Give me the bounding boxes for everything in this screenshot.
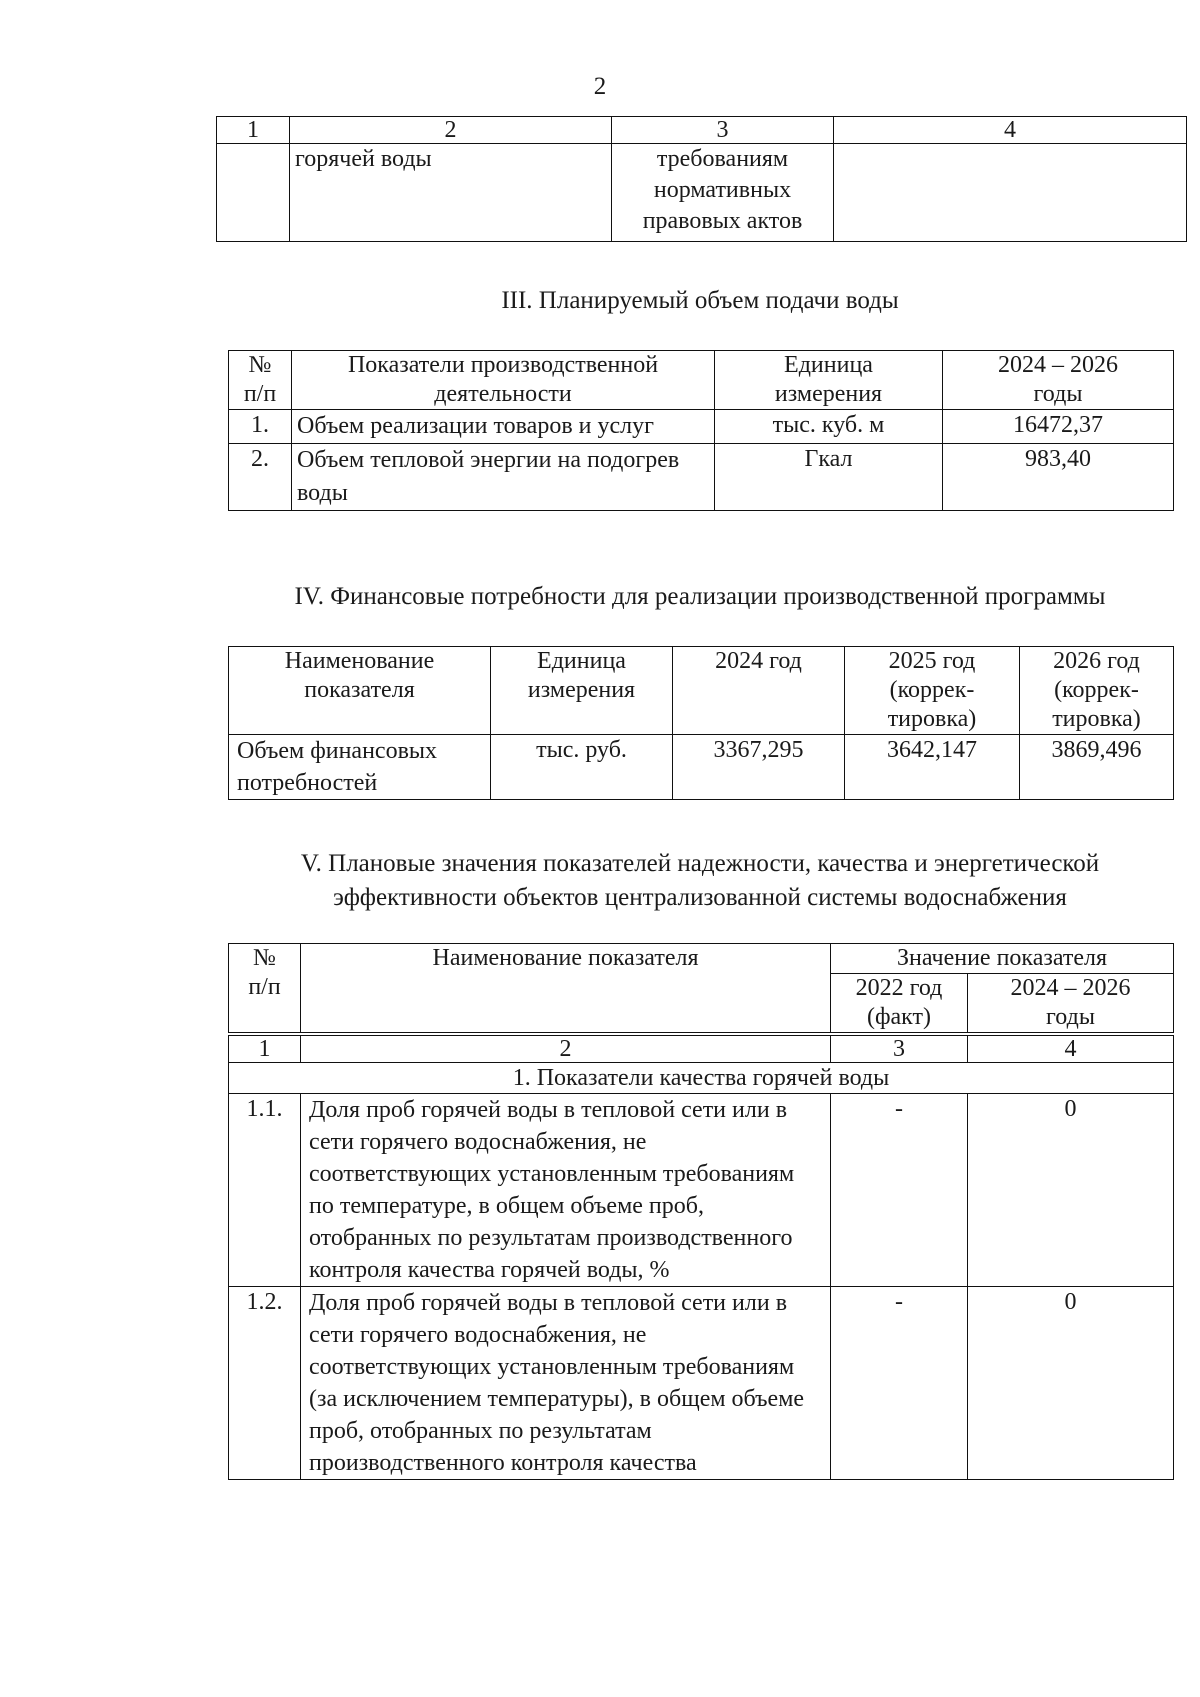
col-number: 3 bbox=[831, 1034, 968, 1063]
row-2022: - bbox=[831, 1287, 968, 1480]
row-value: 16472,37 bbox=[943, 410, 1174, 444]
table-row bbox=[229, 1094, 1174, 1287]
row-num: 1.1. bbox=[229, 1094, 301, 1287]
header-years: 2024 – 2026 годы bbox=[943, 351, 1174, 410]
group-title-row bbox=[229, 1063, 1174, 1094]
section-3-title: III. Планируемый объем подачи воды bbox=[501, 287, 899, 314]
row-2024-2026: 0 bbox=[968, 1287, 1174, 1480]
row-2024: 3367,295 bbox=[673, 735, 845, 800]
row-unit: Гкал bbox=[715, 444, 943, 511]
row-name: Доля проб горячей воды в тепловой сети или в сети горячего водоснабжения, не соответствующих установленным требованиям по температуре, в общем объеме проб, отобранных по результатам производственного контроля качества горячей воды, % bbox=[301, 1094, 831, 1287]
header-unit: Единица измерения bbox=[715, 351, 943, 410]
col-number: 4 bbox=[834, 117, 1187, 144]
indicators-table bbox=[228, 943, 1174, 1480]
table-row bbox=[229, 410, 1174, 444]
table-cell bbox=[834, 144, 1187, 242]
row-indicator: Объем тепловой энергии на подогрев воды bbox=[292, 444, 715, 511]
row-num: 1.2. bbox=[229, 1287, 301, 1480]
header-2025: 2025 год (коррек-тировка) bbox=[845, 647, 1020, 735]
continued-table bbox=[216, 116, 1187, 242]
col-number: 3 bbox=[612, 117, 834, 144]
header-num: № п/п bbox=[229, 944, 301, 1035]
financial-needs-table bbox=[228, 646, 1174, 800]
section-5-title-line1: V. Плановые значения показателей надежности, качества и энергетической bbox=[300, 850, 1100, 877]
table-header-row bbox=[229, 944, 1174, 974]
table-row bbox=[229, 1287, 1174, 1480]
page-number: 2 bbox=[593, 73, 607, 100]
column-number-row bbox=[229, 1034, 1174, 1063]
header-2022: 2022 год (факт) bbox=[831, 974, 968, 1035]
header-2024-2026: 2024 – 2026 годы bbox=[968, 974, 1174, 1035]
table-row bbox=[229, 735, 1174, 800]
col-number: 4 bbox=[968, 1034, 1174, 1063]
header-indicator: Показатели производственной деятельности bbox=[292, 351, 715, 410]
col-number: 2 bbox=[301, 1034, 831, 1063]
table-cell: горячей воды bbox=[290, 144, 612, 242]
section-4-title: IV. Финансовые потребности для реализации производственной программы bbox=[294, 583, 1106, 610]
section-5-title-line2: эффективности объектов централизованной системы водоснабжения bbox=[333, 884, 1067, 911]
row-unit: тыс. куб. м bbox=[715, 410, 943, 444]
row-name: Доля проб горячей воды в тепловой сети или в сети горячего водоснабжения, не соответствующих установленным требованиям (за исключением температуры), в общем объеме проб, отобранных по результатам производственного контроля качества bbox=[301, 1287, 831, 1480]
table-header-row bbox=[217, 117, 1187, 144]
table-row bbox=[229, 444, 1174, 511]
row-2026: 3869,496 bbox=[1020, 735, 1174, 800]
row-unit: тыс. руб. bbox=[491, 735, 673, 800]
header-value: Значение показателя bbox=[831, 944, 1174, 974]
row-num: 1. bbox=[229, 410, 292, 444]
section-5-title bbox=[200, 847, 1200, 915]
table-row bbox=[217, 144, 1187, 242]
header-name: Наименование показателя bbox=[229, 647, 491, 735]
table-cell bbox=[217, 144, 290, 242]
header-unit: Единица измерения bbox=[491, 647, 673, 735]
row-2022: - bbox=[831, 1094, 968, 1287]
row-2024-2026: 0 bbox=[968, 1094, 1174, 1287]
header-num: № п/п bbox=[229, 351, 292, 410]
water-supply-table bbox=[228, 350, 1174, 511]
col-number: 1 bbox=[217, 117, 290, 144]
table-header-row bbox=[229, 647, 1174, 735]
group-title: 1. Показатели качества горячей воды bbox=[229, 1063, 1174, 1094]
table-cell: требованиям нормативных правовых актов bbox=[612, 144, 834, 242]
col-number: 1 bbox=[229, 1034, 301, 1063]
row-indicator: Объем реализации товаров и услуг bbox=[292, 410, 715, 444]
header-2024: 2024 год bbox=[673, 647, 845, 735]
row-name: Объем финансовых потребностей bbox=[229, 735, 491, 800]
header-name: Наименование показателя bbox=[301, 944, 831, 1035]
row-value: 983,40 bbox=[943, 444, 1174, 511]
row-2025: 3642,147 bbox=[845, 735, 1020, 800]
header-2026: 2026 год (коррек-тировка) bbox=[1020, 647, 1174, 735]
table-header-row bbox=[229, 351, 1174, 410]
row-num: 2. bbox=[229, 444, 292, 511]
col-number: 2 bbox=[290, 117, 612, 144]
